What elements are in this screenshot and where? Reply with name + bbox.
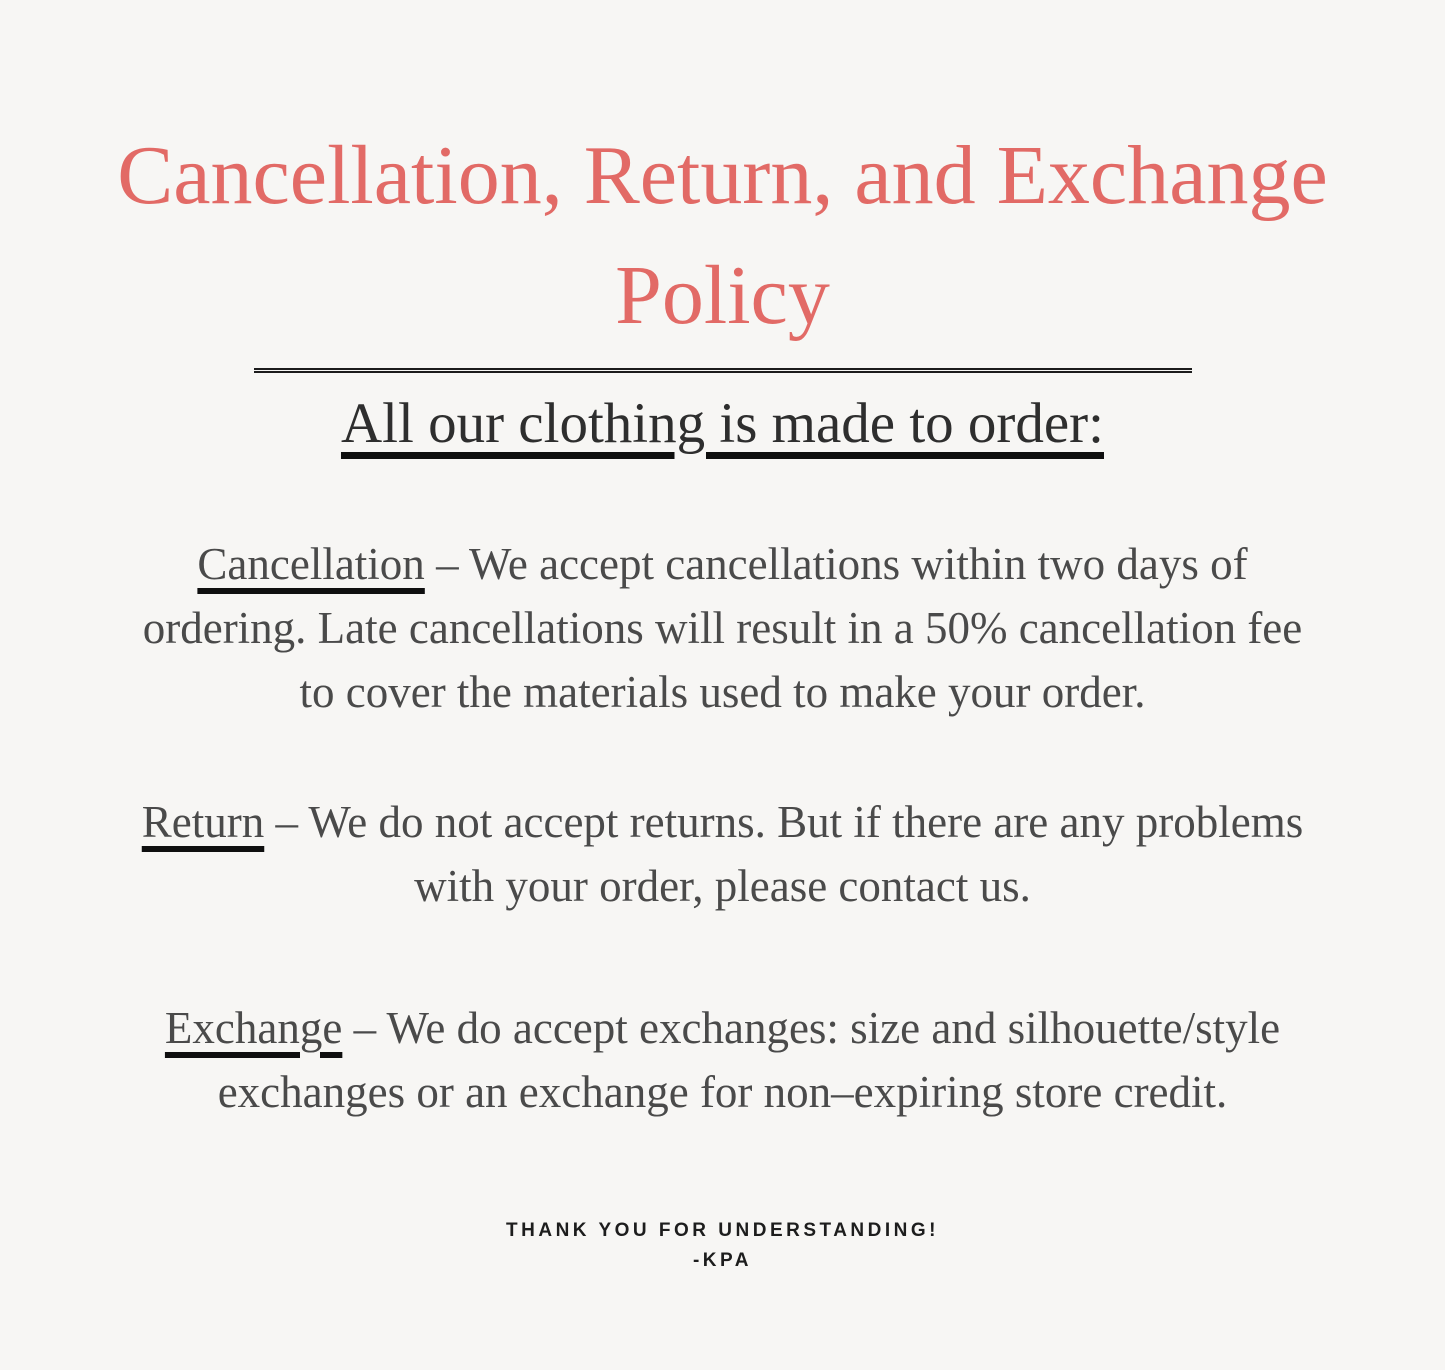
cancellation-keyword: Cancellation	[197, 539, 425, 589]
subtitle-made-to-order: All our clothing is made to order:	[340, 392, 1104, 455]
return-line1-text: – We do not accept returns. But if there are any problems	[264, 797, 1304, 847]
section-cancellation-line3: to cover the materials used to make your order.	[299, 667, 1146, 717]
footer-note	[0, 1216, 1445, 1276]
section-cancellation-line2: ordering. Late cancellations will result in a 50% cancellation fee	[142, 603, 1303, 653]
section-return-line2: with your order, please contact us.	[414, 861, 1031, 911]
cancellation-line1-text: – We accept cancellations within two days of	[424, 539, 1248, 589]
section-exchange-line2: exchanges or an exchange for non–expiring store credit.	[217, 1067, 1228, 1117]
return-keyword: Return	[141, 797, 265, 847]
page-title-line1: Cancellation, Return, and Exchange	[117, 129, 1328, 222]
section-cancellation	[0, 532, 1445, 724]
section-return-line1	[0, 790, 1445, 854]
section-return	[0, 790, 1445, 918]
page-title	[0, 0, 1445, 356]
section-cancellation-line1	[0, 532, 1445, 596]
title-divider	[254, 368, 1192, 373]
section-exchange	[0, 996, 1445, 1124]
footer-thanks: THANK YOU FOR UNDERSTANDING!	[506, 1220, 939, 1241]
section-exchange-line1	[0, 996, 1445, 1060]
page-title-line2: Policy	[615, 249, 830, 342]
exchange-line1-text: – We do accept exchanges: size and silhouette/style	[342, 1003, 1281, 1053]
exchange-keyword: Exchange	[164, 1003, 343, 1053]
footer-signature: -KPA	[692, 1250, 753, 1271]
